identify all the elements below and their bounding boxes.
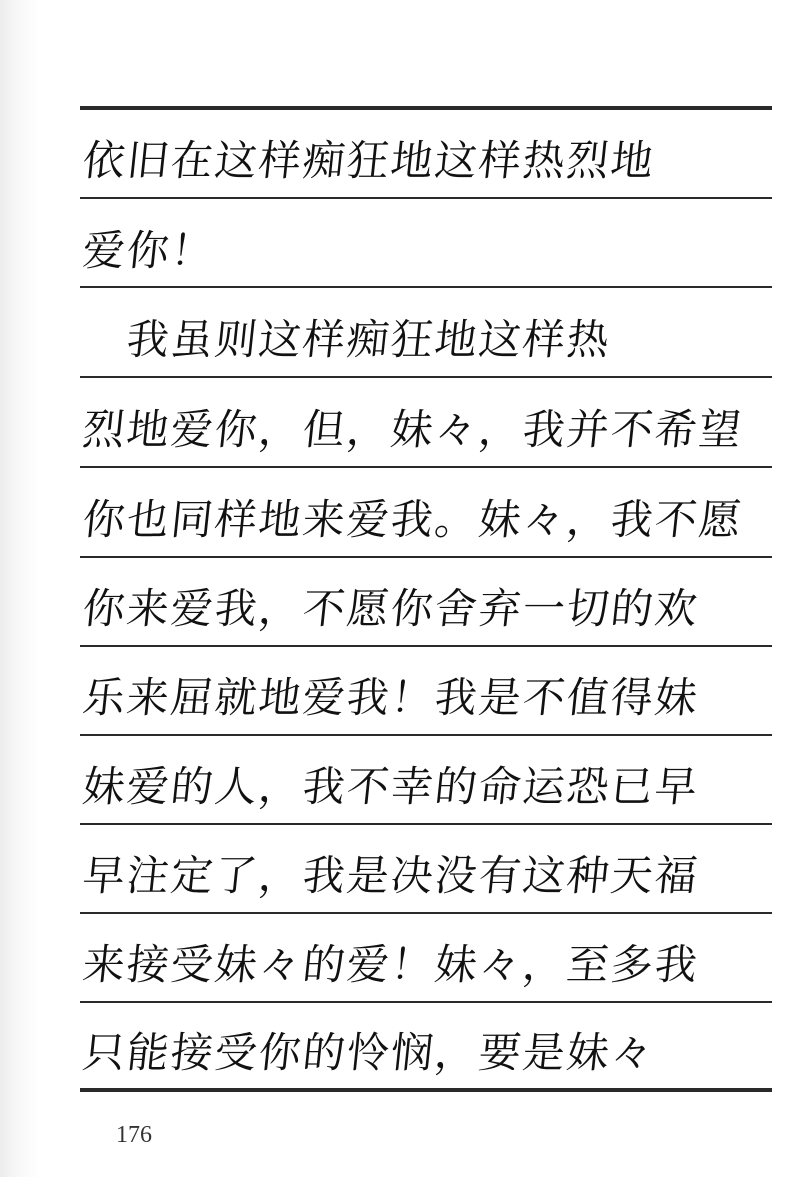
line-rule xyxy=(80,197,772,199)
handwritten-line: 乐来屈就地爱我！我是不值得妹 xyxy=(80,673,702,722)
line-rule xyxy=(80,1001,772,1003)
handwritten-line: 早注定了，我是决没有这种天福 xyxy=(80,851,702,900)
top-rule xyxy=(80,106,772,110)
bottom-rule xyxy=(80,1088,772,1092)
handwritten-line: 依旧在这样痴狂地这样热烈地 xyxy=(80,136,658,185)
handwritten-line: 妹爱的人，我不幸的命运恐已早 xyxy=(80,762,702,811)
line-rule xyxy=(80,466,772,468)
line-rule xyxy=(80,823,772,825)
handwritten-line: 爱你！ xyxy=(80,226,218,275)
line-rule xyxy=(80,556,772,558)
line-rule xyxy=(80,645,772,647)
handwritten-line: 来接受妹々的爱！妹々，至多我 xyxy=(80,940,702,989)
handwritten-line: 你来爱我，不愿你舍弃一切的欢 xyxy=(80,584,702,633)
handwritten-line: 烈地爱你，但，妹々，我并不希望 xyxy=(80,405,746,454)
handwritten-line: 我虽则这样痴狂地这样热 xyxy=(80,315,614,364)
page-number: 176 xyxy=(116,1122,152,1148)
handwritten-line: 你也同样地来爱我。妹々，我不愿 xyxy=(80,495,746,544)
line-rule xyxy=(80,912,772,914)
handwritten-line: 只能接受你的怜悯，要是妹々 xyxy=(80,1028,658,1077)
line-rule xyxy=(80,376,772,378)
line-rule xyxy=(80,734,772,736)
line-rule xyxy=(80,286,772,288)
